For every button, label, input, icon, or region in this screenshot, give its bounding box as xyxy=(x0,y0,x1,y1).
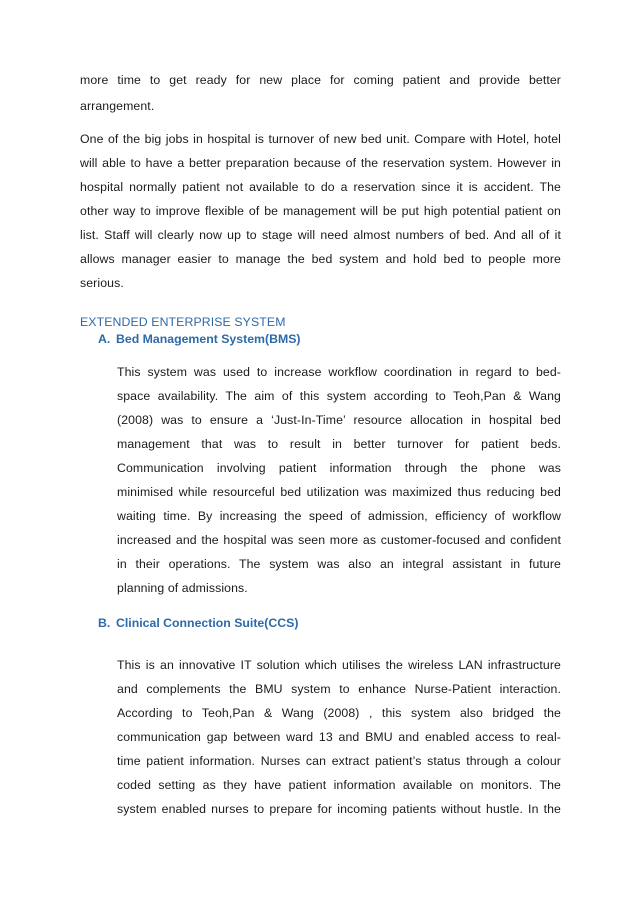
subsection-a-heading xyxy=(98,331,301,347)
bms-line-7: waiting time. By increasing the speed of admission, efficiency of workflow xyxy=(117,509,561,523)
section-heading: EXTENDED ENTERPRISE SYSTEM xyxy=(80,315,286,329)
ccs-line-3: According to Teoh,Pan & Wang (2008) , this system also bridged the xyxy=(117,706,561,720)
bms-line-1: This system was used to increase workflow coordination in regard to bed- xyxy=(117,365,561,379)
ccs-line-7: system enabled nurses to prepare for incoming patients without hustle. In the xyxy=(117,802,561,816)
ccs-line-6: coded setting as they have patient information available on monitors. The xyxy=(117,778,561,792)
paragraph-2-line-4: other way to improve flexible of be management will be put high potential patient on xyxy=(80,204,561,218)
bms-line-5: Communication involving patient information through the phone was xyxy=(117,461,561,475)
bms-line-4: management that was to result in better turnover for patient beds. xyxy=(117,437,561,451)
intro-line-2: arrangement. xyxy=(80,99,155,113)
bms-line-9: in their operations. The system was also an integral assistant in future xyxy=(117,557,561,571)
paragraph-2-line-1: One of the big jobs in hospital is turnover of new bed unit. Compare with Hotel, hotel xyxy=(80,132,561,146)
paragraph-2-line-5: list. Staff will clearly now up to stage will need almost numbers of bed. And all of it xyxy=(80,228,561,242)
ccs-line-4: communication gap between ward 13 and BMU and enabled access to real- xyxy=(117,730,561,744)
bms-line-3: (2008) was to ensure a ‘Just-In-Time’ resource allocation in hospital bed xyxy=(117,413,561,427)
subsection-a-title: Bed Management System(BMS) xyxy=(116,332,301,346)
paragraph-2-line-3: hospital normally patient not available to do a reservation since it is accident. The xyxy=(80,180,561,194)
subsection-b-title: Clinical Connection Suite(CCS) xyxy=(116,616,299,630)
ccs-line-5: time patient information. Nurses can extract patient’s status through a colour xyxy=(117,754,561,768)
bms-line-10: planning of admissions. xyxy=(117,581,248,595)
intro-line-1: more time to get ready for new place for coming patient and provide better xyxy=(80,73,561,87)
bms-line-2: space availability. The aim of this system according to Teoh,Pan & Wang xyxy=(117,389,561,403)
subsection-a-letter: A. xyxy=(98,332,111,346)
bms-line-8: increased and the hospital was seen more as customer-focused and confident xyxy=(117,533,561,547)
subsection-b-heading xyxy=(98,615,298,631)
paragraph-2-line-2: will able to have a better preparation because of the reservation system. However in xyxy=(80,156,561,170)
paragraph-2-line-7: serious. xyxy=(80,276,124,290)
bms-line-6: minimised while resourceful bed utilization was maximized thus reducing bed xyxy=(117,485,561,499)
subsection-b-letter: B. xyxy=(98,616,111,630)
ccs-line-1: This is an innovative IT solution which utilises the wireless LAN infrastructure xyxy=(117,658,561,672)
ccs-line-2: and complements the BMU system to enhance Nurse-Patient interaction. xyxy=(117,682,561,696)
paragraph-2-line-6: allows manager easier to manage the bed system and hold bed to people more xyxy=(80,252,561,266)
